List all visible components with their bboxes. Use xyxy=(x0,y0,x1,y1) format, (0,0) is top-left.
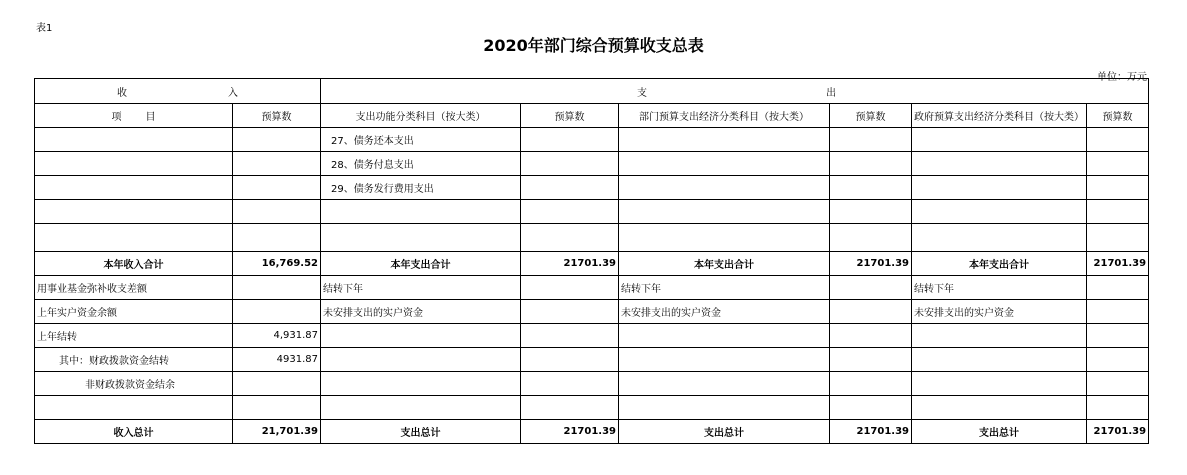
func-carry-forward-label: 结转下年 xyxy=(321,276,521,300)
gov-total-value: 21701.39 xyxy=(1087,252,1149,276)
fund-gap-label: 用事业基金弥补收支差额 xyxy=(35,276,233,300)
func-unarranged-label: 未安排支出的实户资金 xyxy=(321,300,521,324)
dept-carry-forward-label: 结转下年 xyxy=(619,276,830,300)
table-row xyxy=(35,200,1149,224)
income-group-right: 入 xyxy=(228,87,238,99)
income-total-label: 本年收入合计 xyxy=(35,252,233,276)
income-budget-header: 预算数 xyxy=(233,104,321,128)
table-row xyxy=(35,300,1149,324)
prev-carryover-label: 上年结转 xyxy=(35,324,233,348)
grand-dept-value: 21701.39 xyxy=(830,420,912,444)
expense-group-header xyxy=(321,79,1149,104)
budget-summary-table xyxy=(34,78,1149,444)
grand-func-value: 21701.39 xyxy=(521,420,619,444)
income-group-left: 收 xyxy=(117,87,127,99)
func-item-28: 28、债务付息支出 xyxy=(321,152,521,176)
item-column-header xyxy=(35,104,233,128)
unit-label: 单位：万元 xyxy=(1097,72,1147,83)
group-header-row xyxy=(35,79,1149,104)
income-total-value: 16,769.52 xyxy=(233,252,321,276)
func-item-29: 29、债务发行费用支出 xyxy=(321,176,521,200)
table-number: 表1 xyxy=(36,23,53,34)
func-total-label: 本年支出合计 xyxy=(321,252,521,276)
item-left: 项 xyxy=(111,112,122,123)
grand-gov-value: 21701.39 xyxy=(1087,420,1149,444)
func-item-27: 27、债务还本支出 xyxy=(321,128,521,152)
gov-carry-forward-label: 结转下年 xyxy=(912,276,1087,300)
table-row xyxy=(35,276,1149,300)
dept-econ-class-header: 部门预算支出经济分类科目（按大类） xyxy=(619,104,830,128)
column-header-row xyxy=(35,104,1149,128)
expense-group-right: 出 xyxy=(826,87,837,99)
expense-group-left: 支 xyxy=(637,87,647,99)
func-class-header: 支出功能分类科目（按大类） xyxy=(321,104,521,128)
table-row xyxy=(35,372,1149,396)
grand-total-row xyxy=(35,420,1149,444)
gov-unarranged-label: 未安排支出的实户资金 xyxy=(912,300,1087,324)
income-group-header xyxy=(35,79,321,104)
grand-dept-label: 支出总计 xyxy=(619,420,830,444)
gov-econ-class-header: 政府预算支出经济分类科目（按大类） xyxy=(912,104,1087,128)
table-row xyxy=(35,324,1149,348)
fiscal-carryover-label: 其中：财政拨款资金结转 xyxy=(35,348,233,372)
annual-total-row xyxy=(35,252,1149,276)
item-right: 目 xyxy=(145,112,156,123)
dept-total-value: 21701.39 xyxy=(830,252,912,276)
grand-func-label: 支出总计 xyxy=(321,420,521,444)
gov-total-label: 本年支出合计 xyxy=(912,252,1087,276)
dept-budget-header: 预算数 xyxy=(830,104,912,128)
table-row xyxy=(35,224,1149,252)
gov-budget-header: 预算数 xyxy=(1087,104,1149,128)
page-title: 2020年部门综合预算收支总表 xyxy=(483,36,704,55)
fiscal-carryover-value: 4931.87 xyxy=(233,348,321,372)
grand-income-label: 收入总计 xyxy=(35,420,233,444)
func-total-value: 21701.39 xyxy=(521,252,619,276)
prev-carryover-value: 4,931.87 xyxy=(233,324,321,348)
table-row xyxy=(35,396,1149,420)
table-row xyxy=(35,152,1149,176)
grand-income-value: 21,701.39 xyxy=(233,420,321,444)
table-row xyxy=(35,348,1149,372)
grand-gov-label: 支出总计 xyxy=(912,420,1087,444)
table-row xyxy=(35,128,1149,152)
dept-total-label: 本年支出合计 xyxy=(619,252,830,276)
table-row xyxy=(35,176,1149,200)
dept-unarranged-label: 未安排支出的实户资金 xyxy=(619,300,830,324)
prev-balance-label: 上年实户资金余额 xyxy=(35,300,233,324)
func-budget-header: 预算数 xyxy=(521,104,619,128)
nonfiscal-balance-label: 非财政拨款资金结余 xyxy=(35,372,233,396)
